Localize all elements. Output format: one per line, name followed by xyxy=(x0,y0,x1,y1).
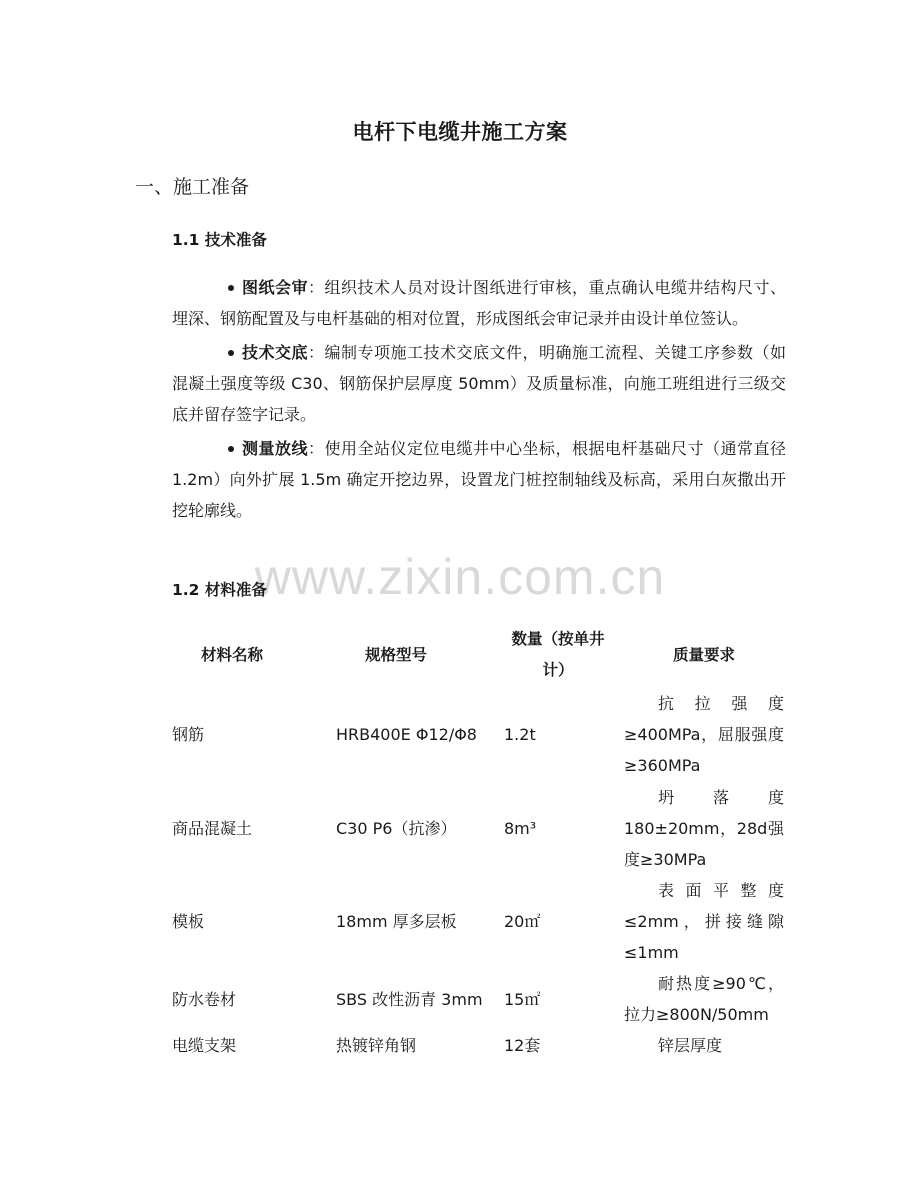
material-requirement: 表面平整度≤2mm，拼接缝隙≤1mm xyxy=(624,881,784,962)
table-header-row xyxy=(168,622,788,688)
column-header: 数量（按单井计） xyxy=(511,630,605,679)
material-quantity: 20㎡ xyxy=(504,912,541,931)
column-header: 材料名称 xyxy=(200,645,263,664)
material-requirement: 坍落度180±20mm，28d强度≥30MPa xyxy=(624,787,784,869)
item-label: 图纸会审 xyxy=(242,278,308,297)
material-requirement: 抗拉强度≥400MPa，屈服强度≥360MPa xyxy=(624,694,784,775)
material-spec: C30 P6（抗渗） xyxy=(336,818,457,838)
material-requirement: 锌层厚度 xyxy=(658,1036,723,1055)
item-text: ：使用全站仪定位电缆井中心坐标，根据电杆基础尺寸（通常直径 1.2m）向外扩展 1.5m 确定开挖边界，设置龙门桩控制轴线及标高，采用白灰撒出开挖轮廓线。 xyxy=(172,439,786,520)
table-row xyxy=(168,688,788,781)
material-quantity: 15㎡ xyxy=(504,989,541,1009)
material-spec: 热镀锌角钢 xyxy=(336,1036,417,1055)
material-name: 钢筋 xyxy=(172,725,205,744)
material-quantity: 12套 xyxy=(504,1036,541,1055)
list-item xyxy=(172,337,786,430)
material-name: 模板 xyxy=(172,912,205,931)
material-requirement: 耐热度≥90℃，拉力≥800N/50mm xyxy=(624,974,784,1024)
column-header: 规格型号 xyxy=(364,645,427,664)
section-heading-preparation: 一、施工准备 xyxy=(135,176,250,198)
document-title: 电杆下电缆井施工方案 xyxy=(352,120,568,144)
table-row xyxy=(168,1030,788,1061)
material-name: 电缆支架 xyxy=(172,1036,237,1055)
list-item xyxy=(172,272,786,334)
material-quantity: 1.2t xyxy=(504,725,536,744)
item-text: ：组织技术人员对设计图纸进行审核，重点确认电缆井结构尺寸、埋深、钢筋配置及与电杆基础的相对位置，形成图纸会审记录并由设计单位签认。 xyxy=(172,278,786,328)
bullet-icon xyxy=(228,285,234,291)
material-spec: 18mm 厚多层板 xyxy=(336,912,457,931)
item-label: 技术交底 xyxy=(242,343,308,362)
watermark: www.zixin.com.cn xyxy=(254,549,666,605)
item-text: ：编制专项施工技术交底文件，明确施工流程、关键工序参数（如混凝土强度等级 C30、钢筋保护层厚度 50mm）及质量标准，向施工班组进行三级交底并留存签字记录。 xyxy=(172,343,786,424)
material-name: 防水卷材 xyxy=(172,989,237,1009)
material-spec: SBS 改性沥青 3mm xyxy=(336,989,483,1009)
subsection-heading-technical: 1.1 技术准备 xyxy=(172,231,267,249)
list-item xyxy=(172,433,786,526)
bullet-icon xyxy=(228,350,234,356)
material-spec: HRB400E Φ12/Φ8 xyxy=(336,725,477,744)
material-name: 商品混凝土 xyxy=(172,818,253,838)
table-row xyxy=(168,875,788,968)
column-header: 质量要求 xyxy=(672,645,735,664)
table-row xyxy=(168,781,788,875)
technical-preparation-list xyxy=(172,272,786,529)
bullet-icon xyxy=(228,446,234,452)
materials-table xyxy=(168,622,788,1061)
item-label: 测量放线 xyxy=(242,439,308,458)
table-row xyxy=(168,968,788,1030)
material-quantity: 8m³ xyxy=(504,818,537,838)
subsection-heading-materials: 1.2 材料准备 xyxy=(172,581,267,599)
